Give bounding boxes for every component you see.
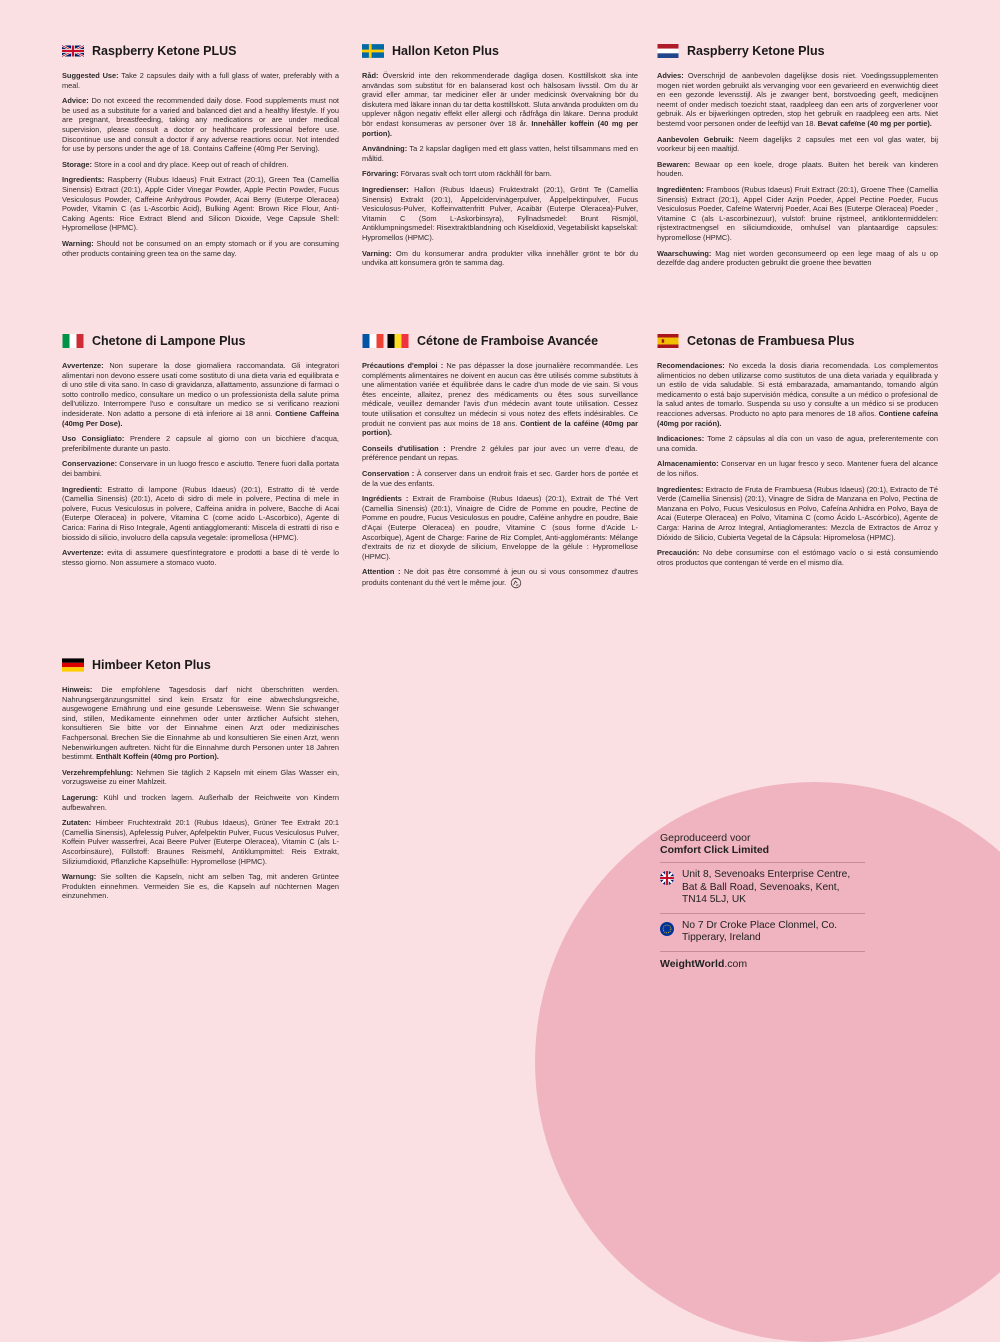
warning-paragraph xyxy=(62,872,339,901)
warning-paragraph xyxy=(362,249,638,268)
uk-flag-icon xyxy=(660,871,674,885)
label: Advice: xyxy=(62,96,89,106)
text: Non superare la dose giornaliera raccomandata. Gli integratori alimentari non devono essere usati come sostituto di una dieta varia ed equilibrata e di uno stile di vita sano. In caso di gravidanza, allattamento, assunzione di farmaci o sotto controllo medico, consultare un medico o un professionista della salute prima dell'utilizzo. Interrompere l'uso e consultare un medico se si verificano reazioni indesiderate. Non adatto a persone di età inferiore ai 18 anni. xyxy=(62,361,339,418)
warning-paragraph xyxy=(62,239,339,258)
ingredients-paragraph xyxy=(657,185,938,243)
section-title: Raspberry Ketone PLUS xyxy=(92,44,237,58)
sweden-flag-icon xyxy=(362,44,384,58)
label: Waarschuwing: xyxy=(657,248,712,258)
label: Almacenamiento: xyxy=(657,459,719,469)
section-dutch xyxy=(657,40,938,274)
label: Attention : xyxy=(362,567,401,577)
storage-paragraph xyxy=(362,169,638,179)
text: Should not be consumed on an empty stomach or if you are consuming other products containing green tea on the same day. xyxy=(62,238,339,258)
text: Om du konsumerar andra produkter vilka innehåller grönt te bör du undvika att konsumera grön te samma dag. xyxy=(362,248,638,268)
storage-paragraph xyxy=(62,459,339,478)
label: Hinweis: xyxy=(62,685,93,694)
notice-paragraph xyxy=(62,685,339,762)
label: Ingrediënten: xyxy=(657,184,704,194)
usage-paragraph xyxy=(362,444,638,463)
label: Ingredients: xyxy=(62,175,105,185)
ingredients-paragraph xyxy=(62,485,339,543)
brand-domain: .com xyxy=(724,957,748,970)
label: Conservation : xyxy=(362,468,415,478)
usage-paragraph xyxy=(62,434,339,453)
label: Ingredienser: xyxy=(362,184,409,194)
ingredients-paragraph xyxy=(62,175,339,233)
text: No debe consumirse con el estómago vacío o si está consumiendo otros productos que contengan té verde en el mismo día. xyxy=(657,548,938,567)
text: Conservare in un luogo fresco e asciutto. Tenere fuori dalla portata dei bambini. xyxy=(62,459,339,478)
section-swedish xyxy=(362,40,638,274)
brand-name: WeightWorld xyxy=(660,957,725,970)
label: Précautions d'emploi : xyxy=(362,361,444,370)
attention-paragraph xyxy=(362,567,638,589)
eu-address-text: No 7 Dr Croke Place Clonmel, Co. Tipperary, Ireland xyxy=(682,919,838,943)
label: Indicaciones: xyxy=(657,434,705,444)
text: Prendere 2 capsule al giorno con un bicchiere d'acqua, preferibilmente durante un pasto. xyxy=(62,434,339,453)
suggested-use-paragraph xyxy=(62,71,339,90)
storage-paragraph xyxy=(62,160,339,170)
text: Bewaar op een koele, droge plaats. Buiten het bereik van kinderen houden. xyxy=(657,159,938,179)
advice-paragraph xyxy=(362,71,638,138)
usage-paragraph xyxy=(362,144,638,163)
text: Sie sollten die Kapseln, nicht am selben Tag, mit anderen Grüntee Produkten einnehmen. Vermeiden Sie es, die Kapseln auf nüchternen Magen einzunehmen. xyxy=(62,872,339,901)
text: evita di assumere quest'integratore e prodotti a base di tè verde lo stesso giorno. Non assumere a stomaco vuoto. xyxy=(62,548,339,567)
eu-address xyxy=(660,913,865,951)
eu-flag-icon xyxy=(660,922,674,936)
text: Estratto di lampone (Rubus Idaeus) (20:1), Estratto di tè verde (Camellia Sinensis) (20:1), Aceto di sidro di mele in polvere, Pectina di mele in polvere, Fucus Vesiculosus in polvere, Caffeina anidra in polvere, Bacche di Acai (Euterpe Oleracea) in polvere, Vitamina C (come acido L-Ascorbico), Agente di Carica: Farina di Riso Integrale, Agenti antiagglomeranti: Miscela di estratti di riso e biossido di silicio, involucro della capsula vegetale: ipromellosa (HPMC). xyxy=(62,484,339,542)
caffeine-note: Contiene Caffeina (40mg Per Dose). xyxy=(62,408,339,428)
company-name: Comfort Click Limited xyxy=(660,844,770,856)
text: Do not exceed the recommended daily dose. Food supplements must not be used as a substitute for a varied and balanced diet and a healthy lifestyle. If you are pregnant, breastfeeding, taking any medications or are under medical supervision, please consult a doctor or healthcare professional before use. Discontinue use and consult a doctor if any adverse reactions occur. Not intended for use by persons under the age of 18. Contains Caffeine (40mg Per Serving). xyxy=(62,96,339,154)
text: Conservar en un lugar fresco y seco. Mantener fuera del alcance de los niños. xyxy=(657,459,938,478)
label: Advies: xyxy=(657,71,684,80)
netherlands-flag-icon xyxy=(657,44,679,58)
label: Zutaten: xyxy=(62,818,92,828)
uk-address-text: Unit 8, Sevenoaks Enterprise Centre, Bat & Ball Road, Sevenoaks, Kent, TN14 5LJ, UK xyxy=(682,869,851,905)
text: Tome 2 cápsulas al día con un vaso de agua, preferentemente con una comida. xyxy=(657,434,938,453)
ingredients-paragraph xyxy=(657,485,938,543)
label: Warning: xyxy=(62,238,94,248)
triman-recycling-icon xyxy=(510,577,522,589)
label: Avvertenze: xyxy=(62,361,104,370)
label: Verzehrempfehlung: xyxy=(62,767,134,777)
section-title: Cétone de Framboise Avancée xyxy=(417,334,599,348)
text: Förvaras svalt och torrt utom räckhåll för barn. xyxy=(398,169,552,179)
text: Nehmen Sie täglich 2 Kapseln mit einem Glas Wasser ein, vorzugsweise zu einer Mahlzeit. xyxy=(62,767,339,787)
label: Bewaren: xyxy=(657,159,691,169)
section-german xyxy=(62,654,339,907)
italy-flag-icon xyxy=(62,334,84,348)
label: Ingredientes: xyxy=(657,484,704,494)
storage-paragraph xyxy=(362,469,638,488)
brand-website xyxy=(660,951,865,970)
text: Extracto de Fruta de Frambuesa (Rubus Idaeus) (20:1), Extracto de Té Verde (Camellia Sinensis) (20:1), Vinagre de Sidra de Manzana en Polvo, Pectina de Manzana en Polvo, Fucus Vesiculosus en Polvo, Cafeína Anhidra en Polvo, Baya de Acai (Euterpe Oleracea) en Polvo, Vitamina C (como Ácido L-Ascórbico), Agente de Carga: Harina de Arroz Integral, Antiaglomerantes: Mezcla de Extractos de Arroz y Dióxido de Silicio, Cubierta Vegetal de la Cápsula: Hipromelosa (HPMC). xyxy=(657,484,938,542)
text: Store in a cool and dry place. Keep out of reach of children. xyxy=(91,159,289,169)
flag-pair xyxy=(362,334,409,348)
advice-paragraph xyxy=(657,71,938,129)
label: Storage: xyxy=(62,159,92,169)
belgium-flag-icon xyxy=(387,334,409,348)
text: Hallon (Rubus Idaeus) Fruktextrakt (20:1), Grönt Te (Camellia Sinensis) Extrakt (20:1), Äppelcidervinägerpulver, Äppelpektinpulver, Fucus Vesiculosus-Pulver, Koffeinvattenfritt Pulver, Acaibär (Euterpe Oleracea)-Pulver, Vitamin C (Som L-Askorbinsyra), Fyllnadsmedel: Brunt Rismjöl, Antiklumpningsmedel: Risextraktblandning och Kiseldioxid, Vegetabiliskt kapselskal: Hypromellos (HPMC). xyxy=(362,184,638,242)
text: Overschrijd de aanbevolen dagelijkse dosis niet. Voedingssupplementen mogen niet worden gebruikt als vervanging voor een gevarieerd en evenwichtig dieet en een gezonde levensstijl. Als je zwanger bent, borstvoeding geeft, medicijnen neemt of onder medisch toezicht staat, raadpleeg dan een arts of zorgverlener voor gebruik. Als er bijwerkingen optreden, stop het gebruik en raadpleeg een arts. Niet bestemd voor personen onder de leeftijd van 18. xyxy=(657,71,938,128)
caffeine-note: Bevat cafeïne (40 mg per portie). xyxy=(817,118,932,128)
section-header xyxy=(657,330,938,352)
section-english xyxy=(62,40,339,264)
text: Ne pas dépasser la dose journalière recommandée. Les compléments alimentaires ne doivent en aucun cas être utilisés comme substituts à une alimentation variée et équilibrée dans le cadre d'un mode de vie sain. Si vous êtes enceinte, allaitez, prenez des médicaments ou êtes sous surveillance médicale, veuillez demander l'avis d'un médecin avant toute utilisation. Cessez toute utilisation et consultez un médecin si vous notez des effets indésirables. Ce produit ne convient pas aux moins de 18 ans. xyxy=(362,361,638,428)
label: Råd: xyxy=(362,71,379,80)
section-french xyxy=(362,330,638,595)
section-header xyxy=(62,40,339,62)
warning-paragraph xyxy=(62,548,339,567)
section-header xyxy=(62,654,339,676)
spain-flag-icon xyxy=(657,334,679,348)
text: Extrait de Framboise (Rubus Idaeus) (20:1), Extrait de Thé Vert (Camellia Sinensis) (20:1), Vinaigre de Cidre de Pomme en poudre, Pectine de Pomme en poudre, Fucus Vesiculosus en poudre, Caféine anhydre en poudre, Baie d'Açai (Euterpe Oleracea) en poudre, Vitamine C (sous forme d'Acide L-Ascorbique), Agent de Charge: Farine de Riz Complet, Anti-agglomérants: Mélange d'extraits de riz et dioxyde de silicium, Enveloppe de la gélule : Hypromellose (HPMC). xyxy=(362,494,638,561)
caffeine-note: Enthält Koffein (40mg pro Portion). xyxy=(96,752,219,762)
label: Användning: xyxy=(362,144,408,154)
ingredients-paragraph xyxy=(362,185,638,243)
manufacturer-info xyxy=(660,832,865,970)
section-title: Chetone di Lampone Plus xyxy=(92,334,246,348)
section-title: Raspberry Ketone Plus xyxy=(687,44,825,58)
storage-paragraph xyxy=(657,459,938,478)
label: Förvaring: xyxy=(362,169,399,179)
warnings-paragraph xyxy=(62,361,339,428)
usage-paragraph xyxy=(62,768,339,787)
label: Avvertenze: xyxy=(62,548,104,558)
label: Warnung: xyxy=(62,872,97,882)
label: Aanbevolen Gebruik: xyxy=(657,134,735,144)
ingredients-paragraph xyxy=(62,818,339,866)
france-flag-icon xyxy=(362,334,384,348)
caffeine-note: Innehåller koffein (40 mg per portion). xyxy=(362,118,639,138)
text: Överskrid inte den rekommenderade dagliga dosen. Kosttillskott ska inte användas som substitut för en balanserad kost och hälsosam livsstil. Om du är gravid eller ammar, tar mediciner eller är under medicinsk övervakning bör du diskutera med läkare innan du tar detta kosttillskott. Sluta använda produkten om du upplever någon negativ effekt eller allergi och rådfråga din läkare. Denna produkt bör endast konsumeras av personer över 18 år. xyxy=(362,71,638,128)
precautions-paragraph xyxy=(362,361,638,438)
label: Varning: xyxy=(362,248,392,258)
text: Neem dagelijks 2 capsules met een vol glas water, bij voorkeur bij een maaltijd. xyxy=(657,134,938,154)
section-header xyxy=(62,330,339,352)
advice-paragraph xyxy=(62,96,339,154)
usage-paragraph xyxy=(657,135,938,154)
label: Ingrédients : xyxy=(362,494,409,504)
text: Himbeer Fruchtextrakt 20:1 (Rubus Idaeus), Grüner Tee Extrakt 20:1 (Camellia Sinensis), Apfelessig Pulver, Apfelpektin Pulver, Fucus Vesiculosus Pulver, Koffein Pulver wasserfrei, Acai Beere Pulver (Euterpe Oleracea), Vitamin C (als L-Ascorbinsäure), Füllstoff: Braunes Reismehl, Antiklumpmittel: Reis Extrakt, Siliziumdioxid, Pflanzliche Kapselhülle: Hypromellose (HPMC). xyxy=(62,818,339,866)
uk-address xyxy=(660,862,865,913)
section-spanish xyxy=(657,330,938,573)
produced-for-label: Geproduceerd voor xyxy=(660,832,751,844)
text: Take 2 capsules daily with a full glass of water, preferably with a meal. xyxy=(62,71,339,90)
uk-flag-icon xyxy=(62,44,84,58)
section-header xyxy=(362,330,638,352)
label: Conseils d'utilisation : xyxy=(362,443,446,453)
section-title: Himbeer Keton Plus xyxy=(92,658,211,672)
warning-paragraph xyxy=(657,249,938,268)
text: Prendre 2 gélules par jour avec un verre d'eau, de préférence pendant un repas. xyxy=(362,443,638,463)
label: Suggested Use: xyxy=(62,71,119,80)
label: Recomendaciones: xyxy=(657,361,725,370)
text: Framboos (Rubus Idaeus) Fruit Extract (20:1), Groene Thee (Camellia Sinensis) Extract (20:1), Appel Cider Azijn Poeder, Appel Pectine Poeder, Fucus Vesiculosus Poeder, Cafeïne Watervrij Poeder, Acai Bes (Euterpe Oleracea) Poeder , Vitamine C (als L-ascorbinezuur), vulstof: bruine rijstmeel, antiklontermiddelen: rijstextractmengsel en siliciumdioxide, omhulsel van plantaardige capsules: hypromellose (HPMC). xyxy=(657,184,938,242)
label: Lagerung: xyxy=(62,792,99,802)
text: Mag niet worden geconsumeerd op een lege maag of als u op dezelfde dag andere producten gebruikt die groene thee bevatten xyxy=(657,248,938,268)
section-title: Cetonas de Frambuesa Plus xyxy=(687,334,855,348)
text: Ta 2 kapslar dagligen med ett glass vatten, helst tillsammans med en måltid. xyxy=(362,144,638,163)
usage-paragraph xyxy=(657,434,938,453)
storage-paragraph xyxy=(62,793,339,812)
text: Die empfohlene Tagesdosis darf nicht überschritten werden. Nahrungsergänzungsmittel sind kein Ersatz für eine abwechslungsreiche, ausgewogene Ernährung und eine gesunde Lebensweise. Wenn Sie schwanger sind, stillen, Medikamente einnehmen oder unter ärztlicher Aufsicht stehen, konsultieren Sie bitte vor der Einnahme einen Arzt oder medizinisches Fachpersonal. Brechen Sie die Einnahme ab und konsultieren Sie einen Arzt, wenn Nebenwirkungen auftreten. Nicht für die Einnahme durch Personen unter 18 Jahren bestimmt. xyxy=(62,685,339,762)
section-header xyxy=(362,40,638,62)
text: Kühl und trocken lagern. Außerhalb der Reichweite von Kindern aufbewahren. xyxy=(62,792,339,812)
text: Ne doit pas être consommé à jeun ou si vous consommez d'autres produits contenant du thé vert le même jour. xyxy=(362,567,638,587)
caffeine-note: Contient de la caféine (40mg par portion). xyxy=(362,418,638,438)
recommendations-paragraph xyxy=(657,361,938,428)
germany-flag-icon xyxy=(62,658,84,672)
ingredients-paragraph xyxy=(362,494,638,561)
label: Ingredienti: xyxy=(62,484,103,494)
text: No exceda la dosis diaria recomendada. Los complementos alimenticios no deben utilizarse como sustitutos de una dieta variada y equilibrada y un estilo de vida saludable. Si está embarazada, amamantando, tomando algún medicamento o está bajo supervisión médica, consulte a un médico o profesional de la salud antes de tomarlo. Suspenda su uso y consulte a un médico si se producen reacciones adversas. Producto no apto para menores de 18 años. xyxy=(657,361,938,418)
text: Raspberry (Rubus Idaeus) Fruit Extract (20:1), Green Tea (Camellia Sinensis) Extract (20:1), Apple Cider Vinegar Powder, Apple Pectin Powder, Fucus Vesiculosus Powder, Caffeine Anhydrous Powder, Acai Berry (Euterpe Oleracea) Powder, Vitamin C (as L-Ascorbic Acid), Bulking Agent: Brown Rice Flour, Anti-Caking Agents: Rice Extract Blend and Silicon Dioxide, Vege Capsule Shell: Hypromellose (HPMC). xyxy=(62,175,339,233)
section-header xyxy=(657,40,938,62)
text: À conserver dans un endroit frais et sec. Garder hors de portée et de la vue des enfants. xyxy=(362,468,638,488)
section-title: Hallon Keton Plus xyxy=(392,44,499,58)
label: Uso Consigliato: xyxy=(62,434,125,444)
label: Precaución: xyxy=(657,548,700,558)
label: Conservazione: xyxy=(62,459,118,469)
storage-paragraph xyxy=(657,160,938,179)
caution-paragraph xyxy=(657,548,938,567)
section-italian xyxy=(62,330,339,573)
caffeine-note: Contiene cafeína (40mg por ración). xyxy=(657,408,939,428)
